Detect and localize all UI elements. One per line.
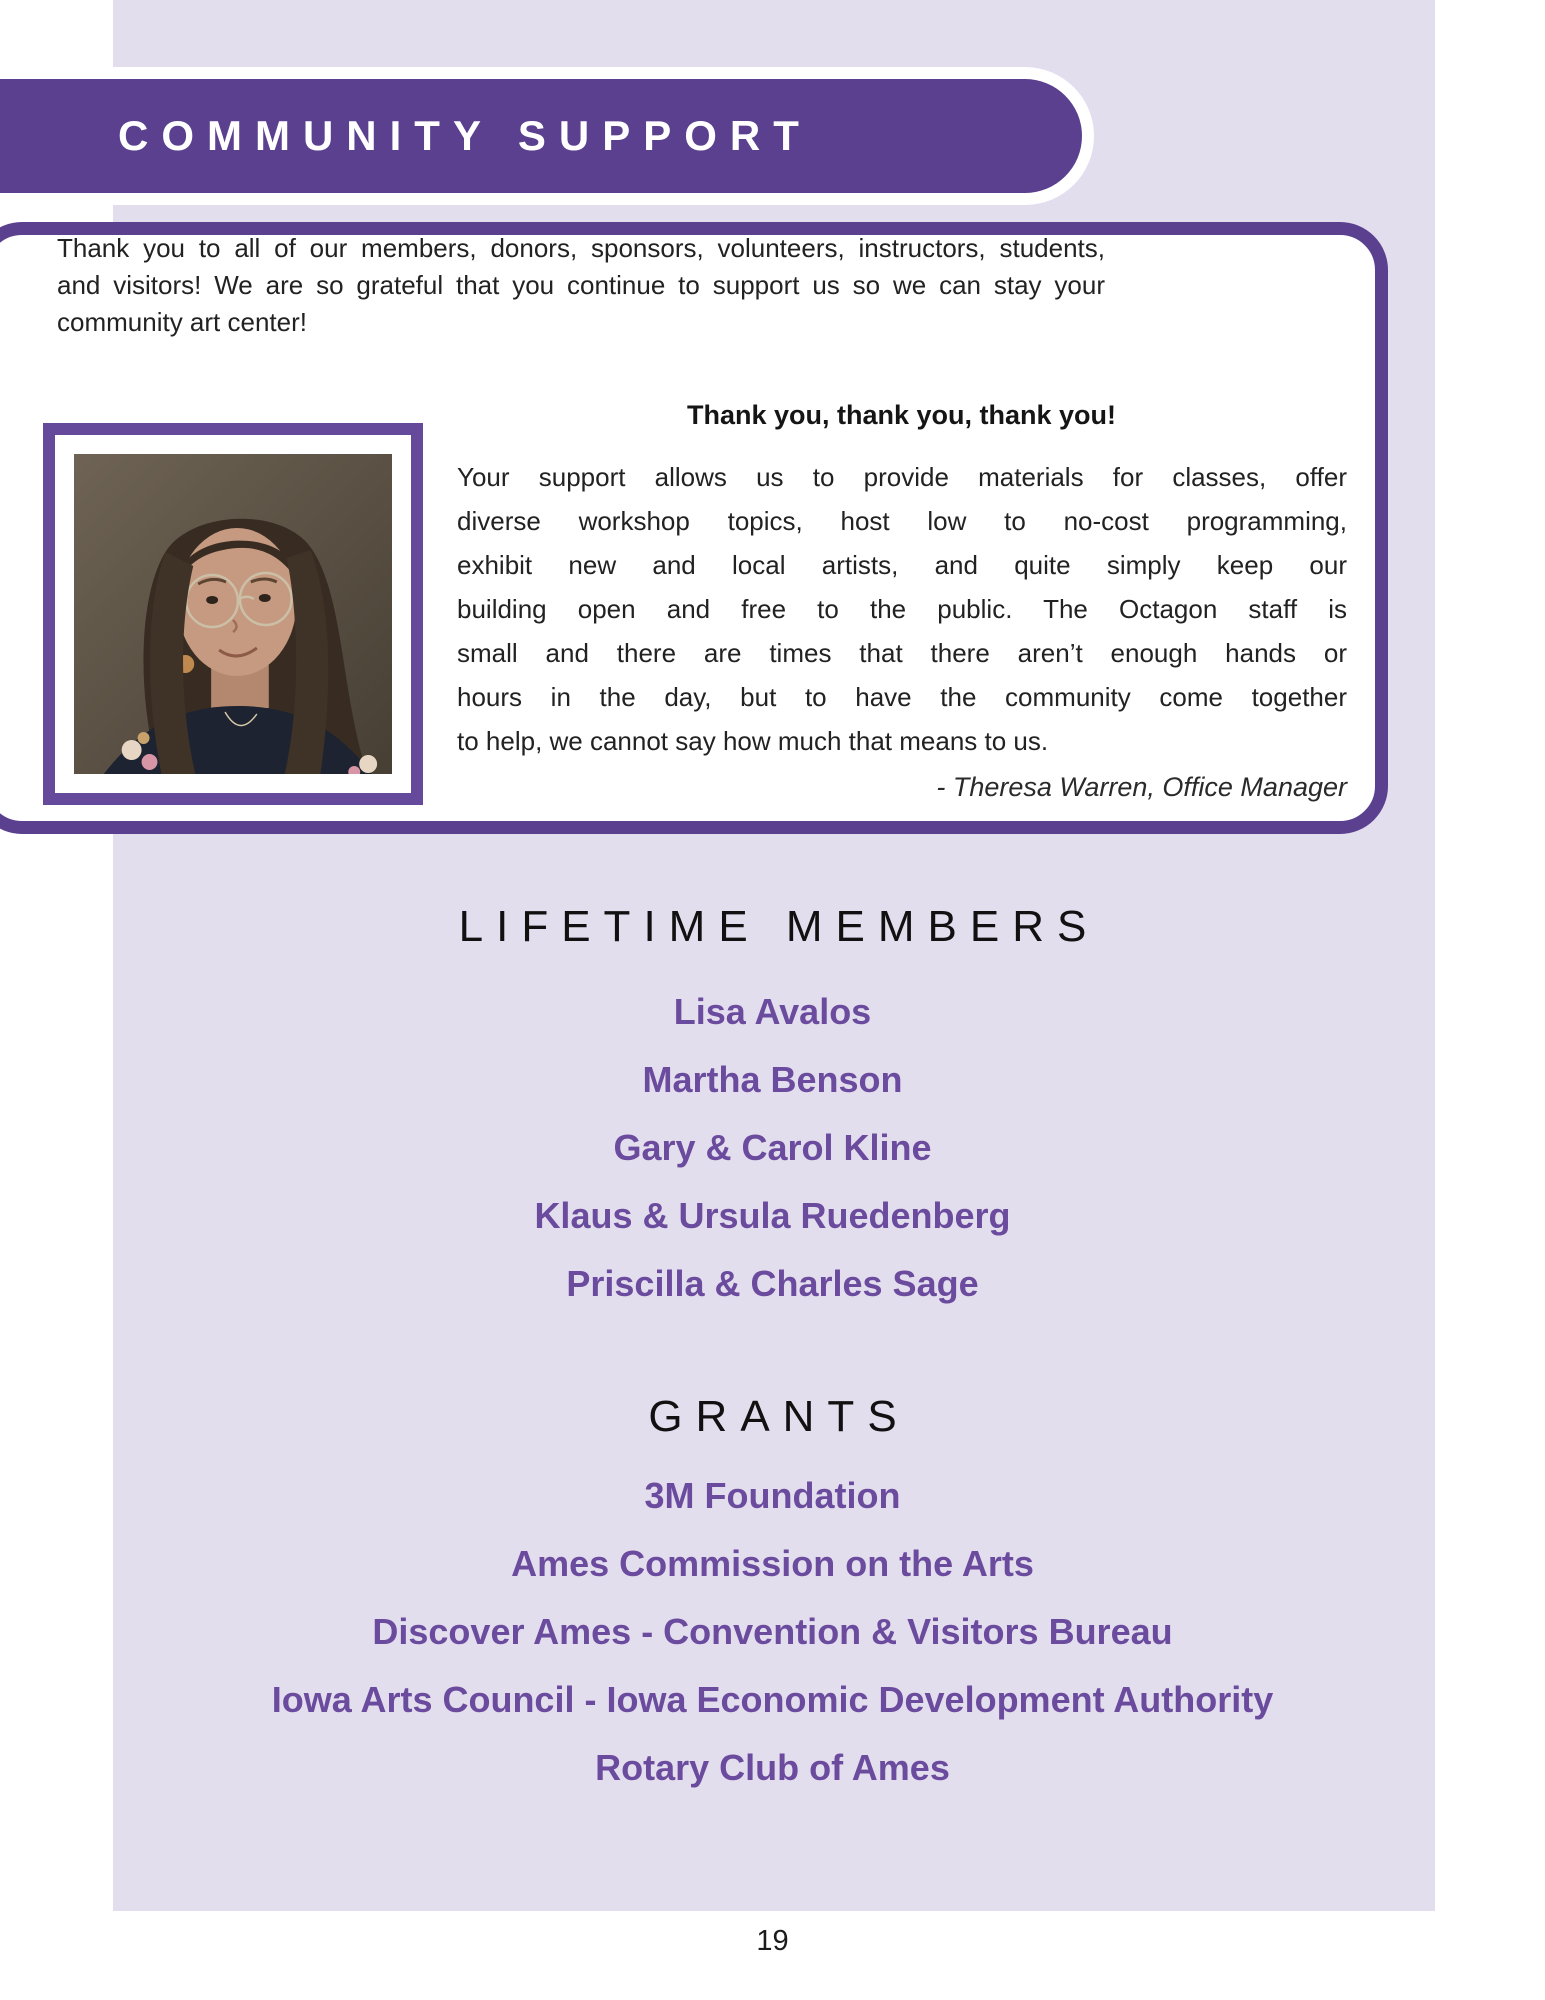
lifetime-member-name: Gary & Carol Kline xyxy=(613,1127,932,1168)
intro-line: and visitors! We are so grateful that you continue to support us so we can stay your xyxy=(57,270,1105,300)
grants-list xyxy=(0,1462,1545,1802)
community-support-banner xyxy=(0,79,1082,193)
eye xyxy=(259,594,271,602)
lifetime-member-name: Priscilla & Charles Sage xyxy=(566,1263,979,1304)
grant-name: Iowa Arts Council - Iowa Economic Development Authority xyxy=(271,1679,1274,1720)
floral-print xyxy=(142,754,158,770)
support-line: hours in the day, but to have the community come together xyxy=(457,682,1347,712)
intro-line: community art center! xyxy=(57,307,307,337)
support-line: exhibit new and local artists, and quite simply keep our xyxy=(457,550,1347,580)
grant-name: Discover Ames - Convention & Visitors Bureau xyxy=(372,1611,1173,1652)
page-title: COMMUNITY SUPPORT xyxy=(118,112,812,159)
floral-print xyxy=(122,740,142,760)
support-line: diverse workshop topics, host low to no-cost programming, xyxy=(457,506,1347,536)
floral-print xyxy=(359,755,377,773)
lifetime-member-name: Klaus & Ursula Ruedenberg xyxy=(534,1195,1011,1236)
support-paragraph xyxy=(457,455,1347,763)
grants-heading: GRANTS xyxy=(648,1392,910,1441)
support-line: building open and free to the public. The Octagon staff is xyxy=(457,594,1347,624)
intro-paragraph xyxy=(57,230,1105,341)
thank-you-line: Thank you, thank you, thank you! xyxy=(686,400,1117,430)
grant-name: Ames Commission on the Arts xyxy=(511,1543,1034,1584)
lifetime-members-list xyxy=(0,978,1545,1318)
page-number: 19 xyxy=(756,1925,789,1957)
support-line: Your support allows us to provide materials for classes, offer xyxy=(457,462,1347,492)
support-line: small and there are times that there aren’t enough hands or xyxy=(457,638,1347,668)
portrait-photo xyxy=(43,423,423,805)
signature-line: - Theresa Warren, Office Manager xyxy=(936,772,1347,802)
floral-print xyxy=(138,732,150,744)
lifetime-member-name: Martha Benson xyxy=(642,1059,903,1100)
grant-name: 3M Foundation xyxy=(644,1475,901,1516)
support-line: to help, we cannot say how much that means to us. xyxy=(457,726,1049,756)
lifetime-members-heading: LIFETIME MEMBERS xyxy=(458,902,1100,951)
eye xyxy=(206,596,218,604)
portrait-illustration xyxy=(74,454,392,774)
grant-name: Rotary Club of Ames xyxy=(595,1747,950,1788)
intro-line: Thank you to all of our members, donors, sponsors, volunteers, instructors, students, xyxy=(57,233,1105,263)
lifetime-member-name: Lisa Avalos xyxy=(673,991,872,1032)
